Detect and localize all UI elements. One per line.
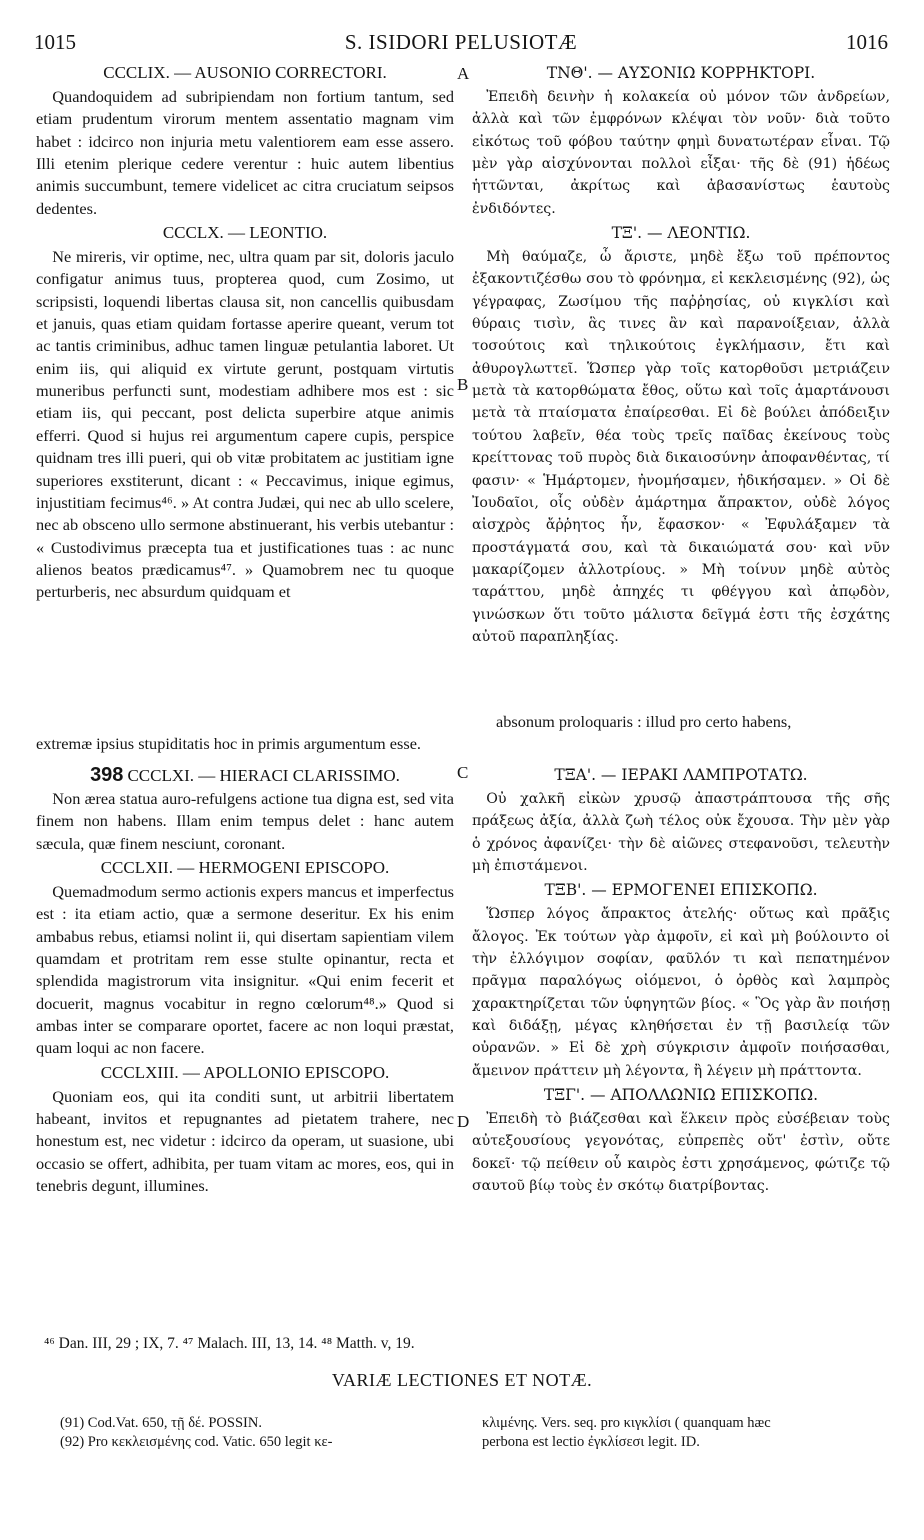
letter-heading: ΤΞΓ'. — ΑΠΟΛΛΩΝΙΩ ΕΠΙΣΚΟΠΩ. xyxy=(543,1086,819,1105)
letter-text: Ἐπειδὴ τὸ βιάζεσθαι καὶ ἕλκειν πρὸς εὐσέβειαν τοὺς αὐτεξουσίους γεγονότας, εὐπρεπὲς οὔτ' ἐστὶν, οὔτε δοκεῖ· τῷ πείθειν οὗ καιρὸς ἐστι χρησάμενος, φώτιζε τῷ σαυτοῦ βίῳ τοὺς ἐν σκότῳ διατρίβοντας. xyxy=(472,1111,890,1195)
letter-heading: ΤΞΑ'. — ΙΕΡΑΚΙ ΛΑΜΠΡΟΤΑΤΩ. xyxy=(554,766,808,784)
letter-heading: CCCLXIII. — APOLLONIO EPISCOPO. xyxy=(100,1062,390,1082)
greek-column-lower xyxy=(472,762,890,1198)
margin-marker-b: B xyxy=(457,375,469,394)
variae-note: (92) Pro κεκλεισμένης cod. Vatic. 650 legit κε- xyxy=(60,1434,333,1450)
greek-column xyxy=(472,60,890,648)
spanning-text xyxy=(36,711,886,755)
right-page-number: 1016 xyxy=(846,30,888,54)
letter-text: Ne mireris, vir optime, nec, ultra quam par sit, doloris jaculo configatur animus tuus, propterea quod, cum Zosimo, ut scripsisti, loquendi libertas clausa sit, non cancellis quibusdam et januis, quas etiam quidam fortasse aperire queant, verum tot ac tantis criminibus, adhuc tamen linguæ petulantia laboret. Ut enim iis, qui aliquid ex virtute gerunt, postquam virtutis muneribus perfuncti sunt, modestiam adhibere mos est : sic etiam iis, qui peccant, post delicta superbire atque animis efferri. Quod si hujus rei argumentum capere cupis, perspice quidnam tres illi pueri, qui ob vitæ probitatem ac justitiam igne superiores exstiterunt, dicant : « Peccavimus, inique egimus, injustitiam fecimus⁴⁶. » At contra Judæi, qui nec ab ullo scelere, nec ab obsceno ullo sermone abstinuerant, his verbis utebantur : « Custodivimus præcepta tua et justificationes tuas : ac nunc alienos beatos prædicamus⁴⁷. » Quamobrem nec tu quoque perturberis, nec absurdum quidquam et xyxy=(36,247,454,602)
margin-marker-c: C xyxy=(457,763,469,782)
letter-text: Ὥσπερ λόγος ἄπρακτος ἀτελής· οὕτως καὶ πρᾶξις ἄλογος. Ἐκ τούτων γὰρ ἀμφοῖν, εἰ καὶ μὴ βούλοιντο οἱ τὴν ἐλλόγιμον σοφίαν, φαῦλόν τι καὶ πεπατημένον πρᾶγμα παραλόγως οἰόμενοι, ὁ ὀρθὸς καὶ λαμπρὸς χαρακτηρίζεται τῶν ὑφηγητῶν βίος. « Ὃς γὰρ ἂν ποιήσῃ καὶ διδάξῃ, μέγας κληθήσεται ἐν τῇ βασιλείᾳ τῶν οὐρανῶν. » Εἰ δὲ χρὴ σύγκρισιν ἀμφοῖν ποιήσασθαι, ἄμεινον πράττειν μὴ λέγοντα, ἢ λέγειν μὴ πράττοντα. xyxy=(472,906,890,1079)
spanning-line: extremæ ipsius stupiditatis hoc in primis argumentum esse. xyxy=(36,734,421,753)
variae-note: perbona est lectio ἐγκλίσεσι legit. ID. xyxy=(482,1434,700,1450)
left-page-number: 1015 xyxy=(34,30,76,54)
variae-left xyxy=(60,1414,460,1452)
letter-text: Ἐπειδὴ δεινὴν ἡ κολακεία οὐ μόνον τῶν ἀνδρείων, ἀλλὰ καὶ τῶν ἐμφρόνων κλέψαι τὸν νοῦν· διὰ τοῦτο εἰκότως τοῦ φόβου ταύτην φημὶ δυνατωτέραν εἶναι. Τῷ μὲν γὰρ αἰσχύνονται πολλοὶ εἶξαι· τῆς δὲ (91) ἡδέως ἡττῶνται, ἀκρίτως καὶ ἀβασανίστως ἑαυτοὺς ἐνδιδόντες. xyxy=(472,89,890,217)
letter-heading: CCCLIX. — AUSONIO CORRECTORI. xyxy=(103,63,387,82)
variae-note: κλιμένης. Vers. seq. pro κιγκλίσι ( quanquam hæc xyxy=(482,1415,771,1431)
letter-text: Οὐ χαλκῆ εἰκὼν χρυσῷ ἀπαστράπτουσα τῆς σῆς πράξεως ἀξία, ἀλλὰ ζωὴ τέλος οὐκ ἔχουσα. Τὴν μὲν γὰρ ὁ χρόνος ἀφανίζει· τὴν δὲ αἰῶνες στεφανοῦσι, τελευτὴν μὴ ἐπιστάμενοι. xyxy=(472,791,890,875)
letter-text: Quoniam eos, qui ita conditi sunt, ut arbitrii libertatem habeant, invitos et repugnantes ad pietatem trahere, nec honestum est, nec videtur : idcirco da operam, ut suasione, ubi occasio se offert, adhibita, per tuam vitam ac mores, eos, qui in tenebris degunt, illumines. xyxy=(36,1086,454,1196)
letter-text: Non ærea statua auro-refulgens actione tua digna est, sed vita finem non habens. Illam enim tempus delet : hanc autem sæcula, quæ finem nesciunt, coronant. xyxy=(36,789,454,853)
latin-column xyxy=(36,60,454,604)
letter-text: Quandoquidem ad subripiendam non fortium tantum, sed etiam prudentum virorum mentem assentatio magnam vim habet : idcirco non injuria metu valentiorem eam esse assero. Illi etenim plerique cedere verentur : huic autem libentius animis succumbunt, temere videlicet ac citra cruciatum seipsos dedentes. xyxy=(36,87,454,218)
letter-heading: ΤΞ'. — ΛΕΟΝΤΙΩ. xyxy=(611,224,751,243)
variae-note: (91) Cod.Vat. 650, τῇ δέ. POSSIN. xyxy=(60,1415,262,1431)
letter-text: Μὴ θαύμαζε, ὦ ἄριστε, μηδὲ ἔξω τοῦ πρέποντος ἐξακοντιζέσθω σου τὸ φρόνημα, εἰ κεκλεισμένης (92), ὡς γέγραφας, Ζωσίμου τῆς παῤῥησίας, οὐ κιγκλίσι καὶ θύραις τισὶν, ἃς τινες ἂν καὶ παρανοίξειαν, ἀλλὰ τοσούτοις καὶ τηλικούτοις ἐγκλήμασιν, ἔτι καὶ ἀθυρογλωττεῖ. Ὥσπερ γὰρ τοῖς κατορθοῦσι μετριάζειν μετὰ τὰ κατορθώματα ἔθος, οὕτω καὶ τοῖς ἁμαρτάνουσι μετὰ τὰ πταίσματα ἐπαίρεσθαι. Εἰ δὲ βούλει ἀπόδειξιν τούτου λαβεῖν, θέα τοὺς τρεῖς παῖδας ἐκείνους τοὺς κρείττονας τοῦ πυρὸς διὰ δικαιοσύνην ἀποφανθέντας, τί φασιν· « Ἡμάρτομεν, ἠνομήσαμεν, ἠδικήσαμεν. » Οἱ δὲ Ἰουδαῖοι, οἷς οὐδὲν ἁμάρτημα ἄπρακτον, οὐδὲ λόγος αἰσχρὸς ἄῤῥητος ἦν, ἔφασκον· « Ἐφυλάξαμεν τὰ προστάγματά σου, καὶ τὰ δικαιώματά σου· καὶ νῦν μακαρίζομεν ἀλλοτρίους. » Μὴ τοίνυν μηδὲ αὐτὸς ταράττου, μηδὲ ἀπηχές τι φθέγγου καὶ ἀπῳδὸν, γινώσκων ὅτι τοῦτο μάλιστα δεῖγμά ἐστι τῆς ἐσχάτης αὐτοῦ παραπληξίας. xyxy=(472,249,890,645)
letter-heading: ΤΝΘ'. — ΑΥΣΟΝΙΩ ΚΟΡΡΗΚΤΟΡΙ. xyxy=(546,64,816,82)
margin-marker-d: D xyxy=(457,1112,470,1131)
spanning-line: absonum proloquaris : illud pro certo habens, xyxy=(496,712,792,731)
latin-column-lower xyxy=(36,762,454,1198)
page-title: S. ISIDORI PELUSIOTÆ xyxy=(344,30,578,54)
letter-heading: CCCLX. — LEONTIO. xyxy=(162,223,328,243)
running-header xyxy=(34,30,888,54)
letter-heading: ΤΞΒ'. — ΕΡΜΟΓΕΝΕΙ ΕΠΙΣΚΟΠΩ. xyxy=(544,881,818,900)
letter-text: Quemadmodum sermo actionis expers mancus et imperfectus est : ita etiam actio, quæ a sermone deseritur. Ex his enim ambabus rebus, etiamsi nolint ii, qui disertam sapientiam vilem quamdam et protritam rem esse stulte opinantur, recta et splendida magistrorum vita insignitur. «Qui enim fecerit et docuerit, magnus vocabitur in regno cœlorum⁴⁸.» Quod si ambas inter se comparare oportet, facere ac non loqui præstat, quam loqui ac non facere. xyxy=(36,882,454,1058)
margin-marker-a: A xyxy=(457,64,470,83)
column-number: 398 xyxy=(90,764,124,786)
variae-heading: VARIÆ LECTIONES ET NOTÆ. xyxy=(331,1370,593,1390)
variae-right xyxy=(482,1414,892,1452)
letter-heading: 398 CCCLXI. — HIERACI CLARISSIMO. xyxy=(90,764,400,786)
footnotes: ⁴⁶ Dan. III, 29 ; IX, 7. ⁴⁷ Malach. III, 13, 14. ⁴⁸ Matth. v, 19. xyxy=(44,1335,415,1352)
letter-heading: CCCLXII. — HERMOGENI EPISCOPO. xyxy=(100,858,390,878)
